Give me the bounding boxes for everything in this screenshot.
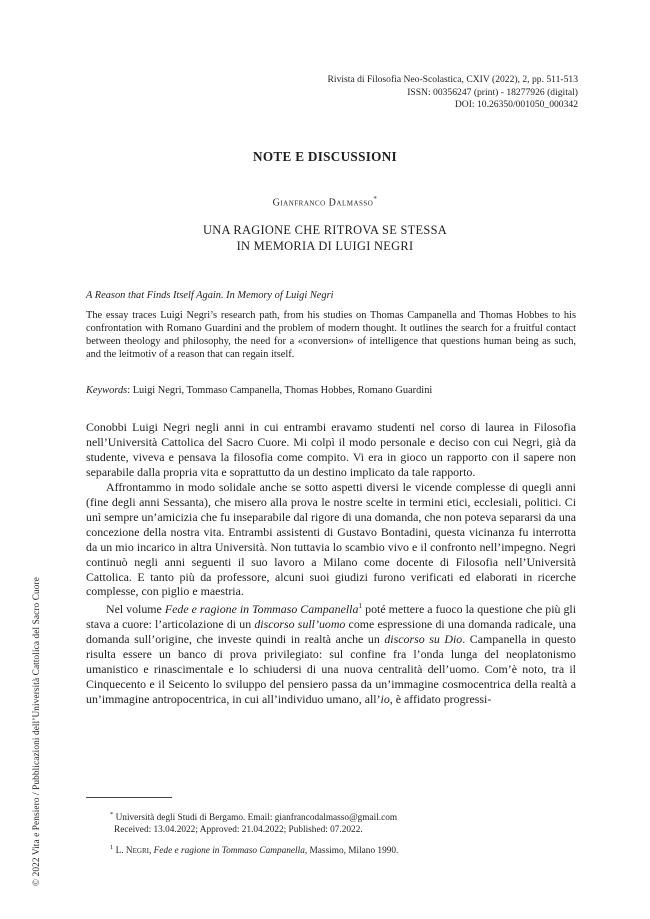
- footnote-affiliation: Università degli Studi di Bergamo. Email: gianfrancodalmasso@gmail.com: [115, 813, 398, 824]
- article-title-line-1: UNA RAGIONE CHE RITROVA SE STESSA: [202, 223, 448, 237]
- footnote-author: [110, 809, 550, 837]
- footnote-mark: *: [110, 811, 114, 818]
- journal-header: [328, 74, 578, 112]
- author-line: [0, 195, 650, 208]
- keywords-list: Luigi Negri, Tommaso Campanella, Thomas Hobbes, Romano Guardini: [132, 385, 433, 396]
- footnote-1: [110, 842, 550, 857]
- text-run: Nel volume: [106, 602, 165, 617]
- keywords-label: Keywords: [86, 385, 128, 396]
- footnote-publisher: , Massimo, Milano 1990.: [304, 846, 399, 857]
- journal-doi[interactable]: DOI: 10.26350/001050_000342: [454, 99, 578, 111]
- body-paragraph-2: Affrontammo in modo solidale anche se sotto aspetti diversi le vicende complesse di quegli anni (fine degli anni Sessanta), che misero alla prova le nostre scelte in termini etici, ecclesiali, politici. Ci unì sempre un’amicizia che fu inseparabile dal rigore di una domanda, che non poteva separarsi da una concezione della nostra vita. Entrambi assistenti di Gustavo Bontadini, questa vicinanza fu interrotta da un mio incarico in altra Università. Non tuttavia lo scambio vivo e il confronto nell’impegno. Negri continuò negli anni seguenti il suo lavoro a Milano come docente di Filosofia nell’Università Cattolica. E tanto più da professore, alcuni suoi giudizi furono verificati ed elaborati in ricerche complesse, con piglio e maestria.: [86, 479, 576, 599]
- text-run: , è affidato progressi-: [389, 692, 492, 707]
- book-title: Fede e ragione in Tommaso Campanella: [164, 602, 359, 617]
- article-body: [86, 420, 576, 707]
- footnote-author-name: L. Negri: [115, 846, 149, 857]
- article-title-line-2: IN MEMORIA DI LUIGI NEGRI: [236, 239, 414, 253]
- footnote-ref-1[interactable]: 1: [358, 601, 363, 611]
- footnote-mark: 1: [110, 844, 114, 851]
- text-run: . Campanella in questo risulta essere un banco di prova privilegiato: sul confine fra l’onda lunga del neoplatonismo umanistico e rinascimentale e lo schiudersi di una nuova centralità dell’uomo. Com’è noto, tra il Cinquecento e il Seicento lo sviluppo del pensiero passa da un’immagine cosmocentrica della realtà a un’immagine antropocentrica, in cui all’individuo umano, all’: [86, 632, 576, 707]
- author-footnote-mark[interactable]: *: [373, 195, 378, 203]
- footnote-book-title: Fede e ragione in Tommaso Campanella: [153, 846, 305, 857]
- sidebar-copyright: © 2022 Vita e Pensiero / Pubblicazioni dell’Università Cattolica del Sacro Cuore: [32, 577, 42, 886]
- emphasis: io: [380, 692, 390, 707]
- keywords-separator: :: [127, 385, 133, 396]
- article-title: [0, 222, 650, 254]
- body-paragraph-1: Conobbi Luigi Negri negli anni in cui entrambi eravamo studenti nel corso di laurea in Filosofia nell’Università Cattolica del Sacro Cuore. Mi colpì il modo personale e deciso con cui Negri, già da studente, viveva e pensava la filosofia come compito. Vi era in gioco un rapporto con il sapere non separabile dalla propria vita e soprattutto da un destino implicato da tale rapporto.: [86, 420, 576, 479]
- footnote-divider: [86, 797, 172, 798]
- english-title: A Reason that Finds Itself Again. In Memory of Luigi Negri: [86, 290, 334, 301]
- text-run: poté mettere a fuoco la questione che più gli stava a cuore: l’articolazione di un: [86, 602, 577, 632]
- footnote-separator: ,: [148, 846, 154, 857]
- section-title: NOTE E DISCUSSIONI: [253, 149, 397, 164]
- text-run: come espressione di una domanda radicale, una domanda sull’origine, che investe quindi in realtà anche un: [86, 617, 576, 647]
- abstract: The essay traces Luigi Negri’s research path, from his studies on Thomas Campanella and Thomas Hobbes to his confrontation with Romano Guardini and the problem of modern thought. It outlines the search for a fruitful contact between theology and philosophy, the need for a «conversion» of intelligence that questions human being as such, and the leitmotiv of a reason that can regain itself.: [86, 310, 576, 361]
- keywords: [86, 385, 576, 396]
- emphasis: discorso sull’uomo: [254, 617, 346, 632]
- journal-citation: Rivista di Filosofia Neo-Scolastica, CXIV (2022), 2, pp. 511-513: [327, 74, 578, 85]
- emphasis: discorso su Dio: [384, 632, 463, 647]
- footnote-dates: Received: 13.04.2022; Approved: 21.04.2022; Published: 07.2022.: [114, 825, 363, 836]
- body-paragraph-3: [86, 599, 576, 707]
- author-name: Gianfranco Dalmasso: [272, 197, 374, 209]
- journal-issn: ISSN: 00356247 (print) - 18277926 (digital): [407, 86, 578, 98]
